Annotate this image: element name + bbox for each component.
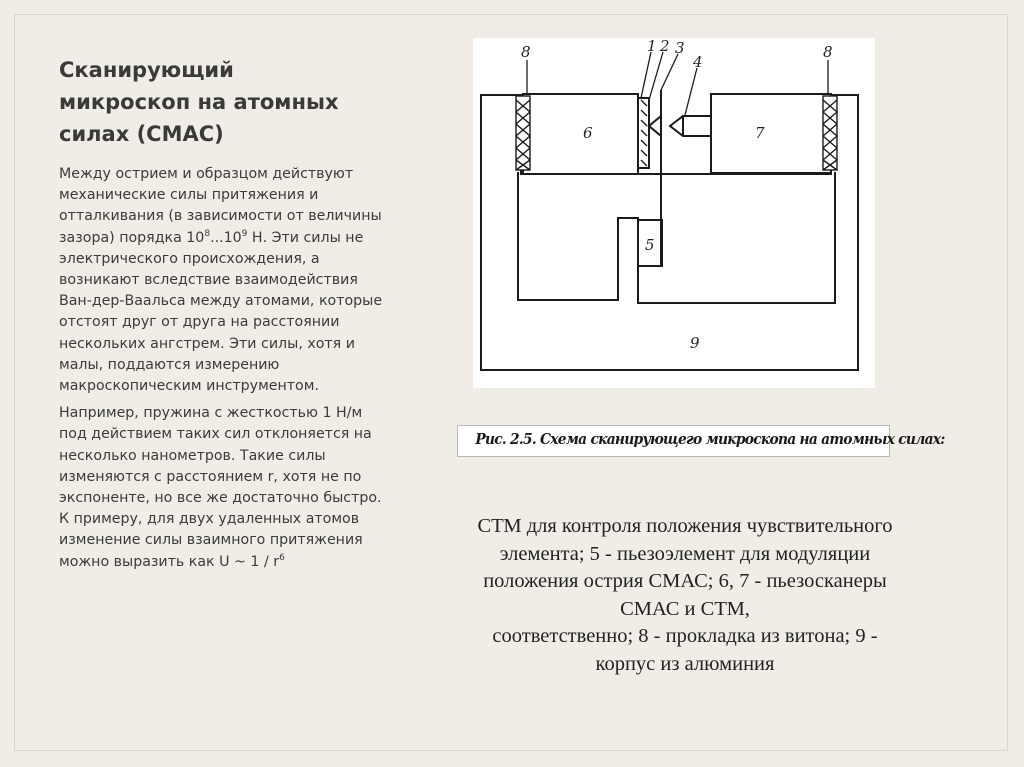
label-7: 7 (755, 124, 765, 142)
afm-tip (649, 116, 661, 136)
figure-caption: Рис. 2.5. Схема сканирующего микроскопа на атомных силах: (475, 430, 945, 448)
label-8-left: 8 (521, 43, 531, 61)
figure-legend-text: СТМ для контроля положения чувствительного элемента; 5 - пьезоэлемент для модуляции положения острия СМАС; 6, 7 - пьезосканеры СМАС и СТМ, соответственно; 8 - прокладка из витона; 9 - корпус из алюминия (477, 515, 893, 675)
label-4: 4 (693, 53, 703, 71)
exponent-9: 9 (241, 228, 248, 239)
paragraph-forces (59, 164, 389, 397)
label-8-right: 8 (823, 43, 833, 61)
paragraph-forces-part2: ...10 (210, 229, 242, 246)
label-1: 1 (647, 37, 657, 55)
afm-schematic-figure (473, 38, 875, 388)
housing-inner-step (518, 172, 835, 303)
piezo-scanner-afm (523, 94, 638, 174)
housing-outline (481, 95, 858, 370)
exponent-6: 6 (279, 552, 285, 563)
paragraph-forces-part3: Н. Эти силы не электрического происхождения, а возникают вследствие взаимодействия Ван-дер-Ваальса между атомами, которые отстоят друг от друга на расстоянии нескольких ангстрем. Эти силы, хотя и малы, поддаются измерению макроскопическим инструментом. (59, 229, 383, 395)
paragraph-spring-example (59, 403, 389, 573)
afm-schematic-diagram (473, 38, 875, 388)
slide-title: Сканирующий микроскоп на атомных силах (СМАС) (59, 58, 339, 146)
paragraph-spring-text: Например, пружина с жесткостью 1 Н/м под действием таких сил отклоняется на несколько нанометров. Такие силы изменяются с расстоянием r, хотя не по экспоненте, но все же достаточно быстро. К примеру, для двух удаленных атомов изменение силы взаимного притяжения можно выразить как U ~ 1 / r (59, 405, 382, 570)
label-6: 6 (583, 124, 593, 142)
label-2: 2 (660, 37, 670, 55)
stm-tip (670, 116, 711, 136)
label-3: 3 (675, 39, 685, 57)
paragraph-forces-part1: Между острием и образцом действуют механические силы притяжения и отталкивания (в зависимости от величины зазора) порядка 10 (59, 166, 382, 246)
slide-body-text (59, 164, 389, 573)
label-9: 9 (690, 334, 700, 352)
label-5: 5 (645, 236, 655, 254)
figure-caption-box (457, 425, 945, 457)
exponent-8: 8 (204, 228, 211, 239)
cantilever-hatch (641, 100, 647, 166)
piezo-scanner-stm (711, 94, 831, 173)
